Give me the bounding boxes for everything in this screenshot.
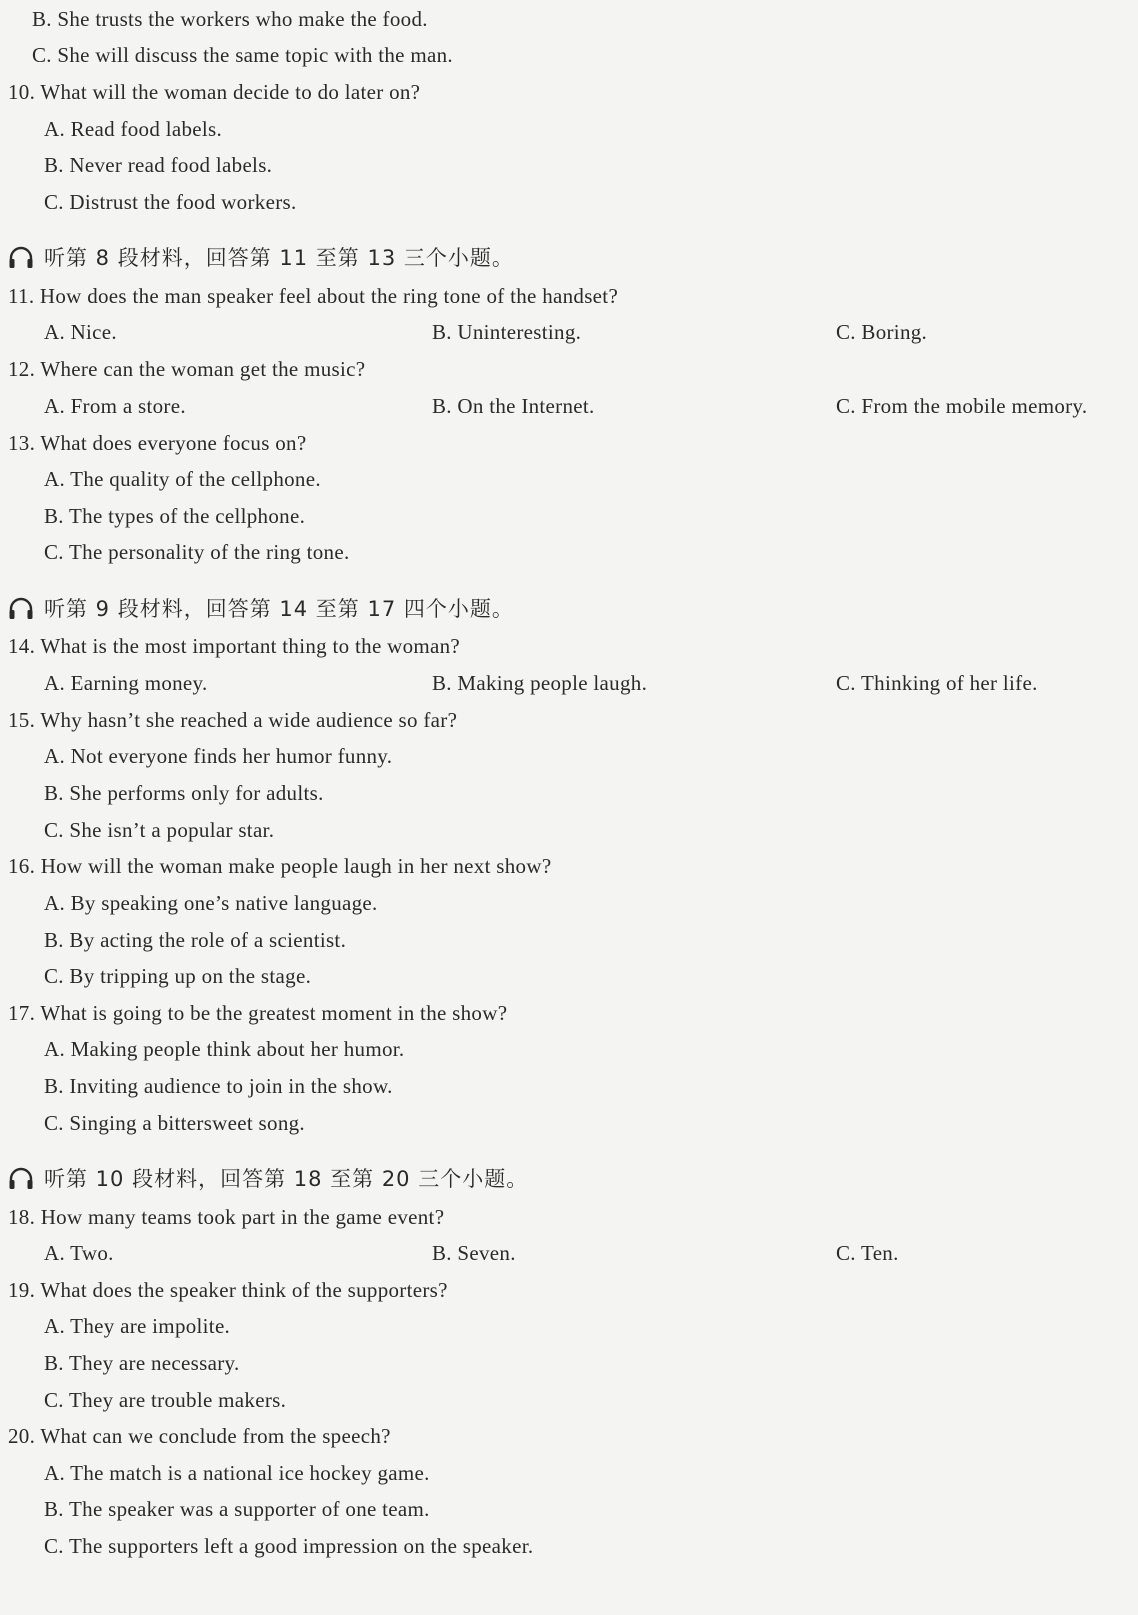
question-13: 13. What does everyone focus on? [8, 431, 307, 455]
q19-option-a: A. They are impolite. [44, 1314, 231, 1338]
q13-option-a: A. The quality of the cellphone. [44, 467, 321, 491]
q12-option-a: A. From a store. [44, 394, 186, 418]
question-12: 12. Where can the woman get the music? [8, 357, 366, 381]
q10-option-a: A. Read food labels. [44, 117, 223, 141]
headphones-icon [8, 246, 34, 270]
q16-option-c: C. By tripping up on the stage. [44, 964, 312, 988]
q9-option-b: B. She trusts the workers who make the food. [32, 7, 428, 31]
q16-option-b: B. By acting the role of a scientist. [44, 928, 347, 952]
q14-option-a: A. Earning money. [44, 671, 208, 695]
question-18: 18. How many teams took part in the game event? [8, 1205, 445, 1229]
question-15: 15. Why hasn’t she reached a wide audience so far? [8, 708, 458, 732]
q19-option-c: C. They are trouble makers. [44, 1388, 287, 1412]
q18-option-c: C. Ten. [836, 1241, 899, 1265]
section-10-label: 听第 10 段材料，回答第 18 至第 20 三个小题。 [44, 1167, 529, 1191]
q19-option-b: B. They are necessary. [44, 1351, 240, 1375]
q13-option-b: B. The types of the cellphone. [44, 504, 306, 528]
q9-option-c: C. She will discuss the same topic with the man. [32, 43, 453, 67]
q11-option-b: B. Uninteresting. [432, 320, 582, 344]
q17-option-a: A. Making people think about her humor. [44, 1037, 405, 1061]
q11-option-c: C. Boring. [836, 320, 928, 344]
q18-option-a: A. Two. [44, 1241, 114, 1265]
question-16: 16. How will the woman make people laugh in her next show? [8, 854, 552, 878]
question-20: 20. What can we conclude from the speech? [8, 1424, 391, 1448]
q17-option-b: B. Inviting audience to join in the show. [44, 1074, 393, 1098]
q14-option-c: C. Thinking of her life. [836, 671, 1038, 695]
question-19: 19. What does the speaker think of the supporters? [8, 1278, 448, 1302]
question-10: 10. What will the woman decide to do later on? [8, 80, 421, 104]
q13-option-c: C. The personality of the ring tone. [44, 540, 350, 564]
question-14: 14. What is the most important thing to the woman? [8, 634, 461, 658]
section-8-heading [8, 245, 514, 271]
q15-option-c: C. She isn’t a popular star. [44, 818, 275, 842]
q20-option-a: A. The match is a national ice hockey game. [44, 1461, 430, 1485]
section-9-label: 听第 9 段材料，回答第 14 至第 17 四个小题。 [44, 597, 514, 621]
section-8-label: 听第 8 段材料，回答第 11 至第 13 三个小题。 [44, 246, 514, 270]
q15-option-a: A. Not everyone finds her humor funny. [44, 744, 393, 768]
q12-option-b: B. On the Internet. [432, 394, 595, 418]
q11-option-a: A. Nice. [44, 320, 117, 344]
q20-option-b: B. The speaker was a supporter of one team. [44, 1497, 430, 1521]
q15-option-b: B. She performs only for adults. [44, 781, 324, 805]
q10-option-c: C. Distrust the food workers. [44, 190, 297, 214]
section-10-heading [8, 1166, 528, 1192]
headphones-icon [8, 597, 34, 621]
q18-option-b: B. Seven. [432, 1241, 516, 1265]
q12-option-c: C. From the mobile memory. [836, 394, 1088, 418]
q10-option-b: B. Never read food labels. [44, 153, 273, 177]
q14-option-b: B. Making people laugh. [432, 671, 648, 695]
question-17: 17. What is going to be the greatest moment in the show? [8, 1001, 508, 1025]
question-11: 11. How does the man speaker feel about the ring tone of the handset? [8, 284, 619, 308]
q16-option-a: A. By speaking one’s native language. [44, 891, 378, 915]
q17-option-c: C. Singing a bittersweet song. [44, 1111, 305, 1135]
section-9-heading [8, 596, 514, 622]
headphones-icon [8, 1167, 34, 1191]
q20-option-c: C. The supporters left a good impression on the speaker. [44, 1534, 534, 1558]
